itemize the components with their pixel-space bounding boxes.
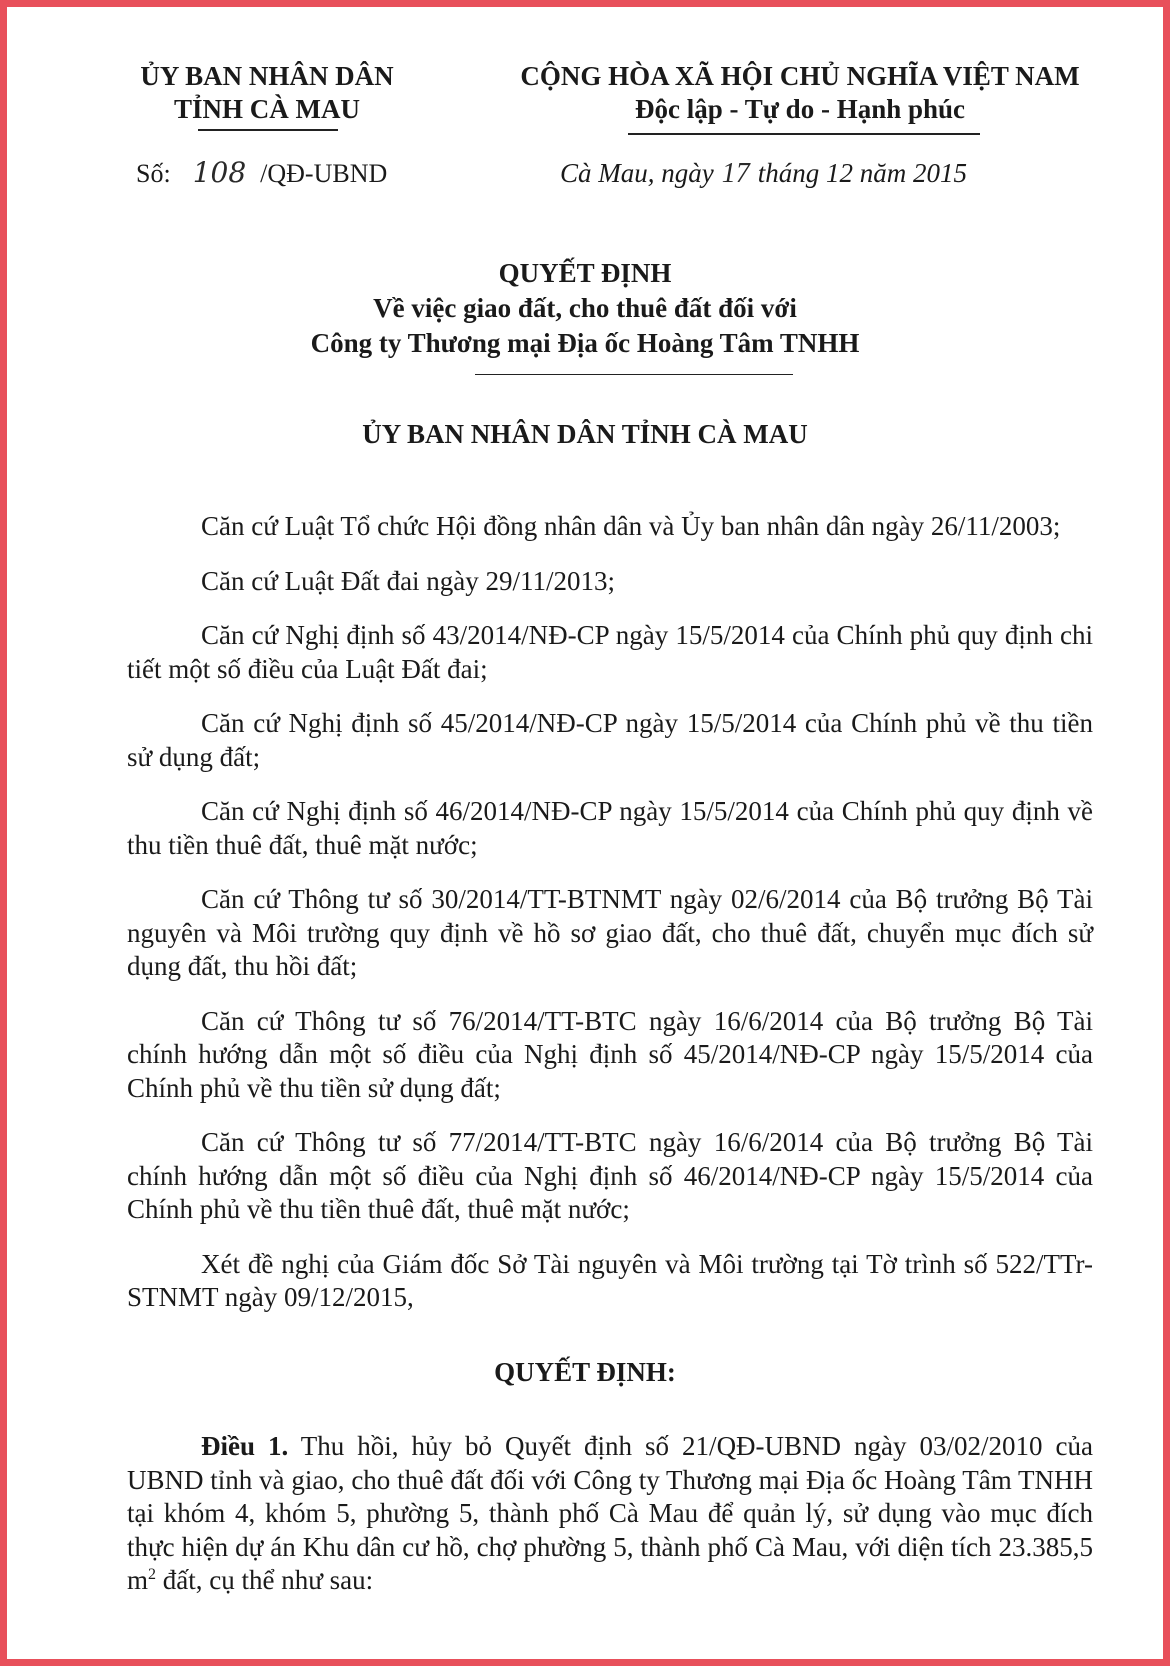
handwritten-number: 108	[192, 156, 247, 189]
title-rule	[475, 374, 793, 375]
ground-paragraph: Căn cứ Luật Đất đai ngày 29/11/2013;	[201, 565, 616, 596]
title-line2: Về việc giao đất, cho thuê đất đối với	[373, 293, 797, 323]
document-number-label: Số:	[136, 159, 171, 188]
article-1-tail: đất, cụ thể như sau:	[156, 1565, 374, 1595]
ground-paragraph: Căn cứ Thông tư số 76/2014/TT-BTC ngày 16/6/2014 của Bộ trưởng Bộ Tài chính hướng dẫn một số điều của Nghị định số 45/2014/NĐ-CP ngày 15/5/2014 của Chính phủ về thu tiền sử dụng đất;	[127, 1005, 1093, 1103]
ground-paragraph: Căn cứ Nghị định số 43/2014/NĐ-CP ngày 15/5/2014 của Chính phủ quy định chi tiết một số điều của Luật Đất đai;	[127, 620, 1093, 684]
left-header-rule	[198, 129, 338, 131]
authority-heading: ỦY BAN NHÂN DÂN TỈNH CÀ MAU	[362, 419, 808, 449]
national-name: CỘNG HÒA XÃ HỘI CHỦ NGHĨA VIỆT NAM	[520, 61, 1080, 91]
area-unit-exponent: 2	[148, 1566, 157, 1583]
legal-grounds	[127, 510, 1093, 1336]
right-header-rule	[628, 133, 980, 135]
decision-heading: QUYẾT ĐỊNH:	[494, 1357, 676, 1387]
issuing-authority-line1: ỦY BAN NHÂN DÂN	[140, 61, 394, 91]
national-motto	[500, 60, 1100, 126]
motto-line: Độc lập - Tự do - Hạnh phúc	[634, 94, 966, 124]
issuing-authority	[122, 60, 412, 126]
ground-paragraph: Xét đề nghị của Giám đốc Sở Tài nguyên và Môi trường tại Tờ trình số 522/TTr-STNMT ngày 09/12/2015,	[127, 1248, 1093, 1312]
issuing-authority-line2: TỈNH CÀ MAU	[174, 94, 360, 124]
ground-paragraph: Căn cứ Thông tư số 77/2014/TT-BTC ngày 16/6/2014 của Bộ trưởng Bộ Tài chính hướng dẫn một số điều của Nghị định số 46/2014/NĐ-CP ngày 15/5/2014 của Chính phủ về thu tiền thuê đất, thuê mặt nước;	[127, 1127, 1093, 1224]
title-line1: QUYẾT ĐỊNH	[498, 258, 672, 288]
ground-paragraph: Căn cứ Nghị định số 46/2014/NĐ-CP ngày 15/5/2014 của Chính phủ quy định về thu tiền thuê đất, thuê mặt nước;	[127, 796, 1093, 860]
document-number	[136, 158, 387, 189]
article-1-label: Điều 1.	[201, 1431, 289, 1461]
article-1	[127, 1430, 1093, 1598]
document-number-suffix: /QĐ-UBND	[260, 159, 388, 188]
ground-paragraph: Căn cứ Luật Tổ chức Hội đồng nhân dân và Ủy ban nhân dân ngày 26/11/2003;	[201, 511, 1061, 541]
ground-paragraph: Căn cứ Nghị định số 45/2014/NĐ-CP ngày 15/5/2014 của Chính phủ về thu tiền sử dụng đất;	[127, 708, 1093, 772]
article-1-text: Thu hồi, hủy bỏ Quyết định số 21/QĐ-UBND ngày 03/02/2010 của UBND tỉnh và giao, cho thuê đất đối với Công ty Thương mại Địa ốc Hoàng Tâm TNHH tại khóm 4, khóm 5, phường 5, thành phố Cà Mau để quản lý, sử dụng vào mục đích thực hiện dự án Khu dân cư hồ, chợ phường 5, thành phố Cà Mau, với diện tích 23.385,5 m	[127, 1431, 1094, 1595]
title-line3: Công ty Thương mại Địa ốc Hoàng Tâm TNHH	[310, 328, 860, 358]
date-suffix: tháng 12 năm 2015	[757, 158, 967, 188]
place-and-date	[560, 158, 1120, 189]
document-title	[235, 256, 935, 361]
date-prefix: Cà Mau, ngày	[560, 158, 714, 188]
ground-paragraph: Căn cứ Thông tư số 30/2014/TT-BTNMT ngày 02/6/2014 của Bộ trưởng Bộ Tài nguyên và Môi trường quy định về hồ sơ giao đất, cho thuê đất, chuyển mục đích sử dụng đất, thu hồi đất;	[127, 884, 1093, 981]
handwritten-day: 17	[721, 158, 750, 189]
